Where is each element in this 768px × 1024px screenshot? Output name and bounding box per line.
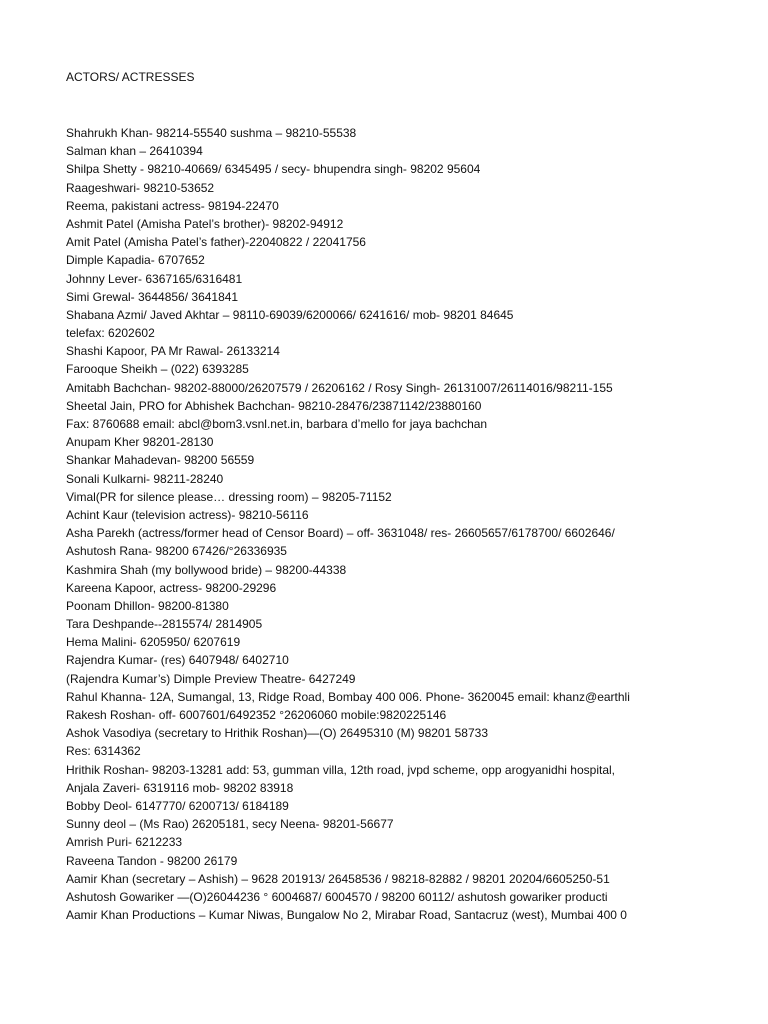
contact-line: Bobby Deol- 6147770/ 6200713/ 6184189: [66, 798, 289, 813]
contact-line: Ashutosh Rana- 98200 67426/°26336935: [66, 544, 287, 559]
contact-line: Vimal(PR for silence please… dressing room) – 98205-71152: [66, 489, 392, 504]
contact-line: Poonam Dhillon- 98200-81380: [66, 598, 229, 613]
contact-line: Sunny deol – (Ms Rao) 26205181, secy Neena- 98201-56677: [66, 817, 394, 832]
contact-line: Johnny Lever- 6367165/6316481: [66, 271, 243, 286]
contact-line: Rajendra Kumar- (res) 6407948/ 6402710: [66, 653, 289, 668]
contact-line: Raageshwari- 98210-53652: [66, 180, 215, 195]
contact-line: Amrish Puri- 6212233: [66, 835, 183, 850]
contact-line: Hrithik Roshan- 98203-13281 add: 53, gumman villa, 12th road, jvpd scheme, opp arogyanidhi hospital,: [66, 762, 615, 777]
contact-line: Anupam Kher 98201-28130: [66, 435, 214, 450]
contact-line: Salman khan – 26410394: [66, 144, 203, 159]
contact-line: Shabana Azmi/ Javed Akhtar – 98110-69039/6200066/ 6241616/ mob- 98201 84645: [66, 307, 514, 322]
contact-line: Raveena Tandon - 98200 26179: [66, 853, 238, 868]
contact-line: Sheetal Jain, PRO for Abhishek Bachchan- 98210-28476/23871142/23880160: [66, 398, 482, 413]
contact-line: Ashmit Patel (Amisha Patel’s brother)- 98202-94912: [66, 216, 344, 231]
contact-line: Tara Deshpande--2815574/ 2814905: [66, 617, 263, 632]
contact-line: Res: 6314362: [66, 744, 141, 759]
contact-line: Aamir Khan (secretary – Ashish) – 9628 201913/ 26458536 / 98218-82882 / 98201 20204/6605250-51: [66, 871, 610, 886]
contact-line: (Rajendra Kumar’s) Dimple Preview Theatre- 6427249: [66, 671, 356, 686]
contact-line: Farooque Sheikh – (022) 6393285: [66, 362, 249, 377]
contact-line: Shilpa Shetty - 98210-40669/ 6345495 / secy- bhupendra singh- 98202 95604: [66, 162, 481, 177]
contact-line: Ashutosh Gowariker —(O)26044236 ° 6004687/ 6004570 / 98200 60112/ ashutosh gowariker producti: [66, 889, 608, 904]
contact-line: Dimple Kapadia- 6707652: [66, 253, 205, 268]
contact-line: telefax: 6202602: [66, 326, 155, 341]
contact-line: Aamir Khan Productions – Kumar Niwas, Bungalow No 2, Mirabar Road, Santacruz (west), Mumbai 400 0: [66, 908, 627, 923]
contact-line: Fax: 8760688 email: abcl@bom3.vsnl.net.in, barbara d’mello for jaya bachchan: [66, 417, 488, 431]
contact-line: Achint Kaur (television actress)- 98210-56116: [66, 507, 309, 522]
contact-line: Kashmira Shah (my bollywood bride) – 98200-44338: [66, 562, 347, 577]
contact-line: Kareena Kapoor, actress- 98200-29296: [66, 580, 277, 595]
contact-line: Rahul Khanna- 12A, Sumangal, 13, Ridge Road, Bombay 400 006. Phone- 3620045 email: khanz@earthli: [66, 689, 630, 704]
contact-line: Simi Grewal- 3644856/ 3641841: [66, 289, 239, 304]
document-heading: ACTORS/ ACTRESSES: [66, 70, 195, 84]
contact-line: Hema Malini- 6205950/ 6207619: [66, 635, 241, 650]
contact-line: Shashi Kapoor, PA Mr Rawal- 26133214: [66, 344, 280, 359]
contact-line: Shankar Mahadevan- 98200 56559: [66, 453, 255, 468]
contact-line: Asha Parekh (actress/former head of Censor Board) – off- 3631048/ res- 26605657/6178700/ 6602646/: [66, 526, 615, 541]
contact-line: Sonali Kulkarni- 98211-28240: [66, 471, 224, 486]
contact-line: Amit Patel (Amisha Patel’s father)-22040822 / 22041756: [66, 235, 366, 250]
contact-list: [66, 124, 648, 924]
contact-line: Rakesh Roshan- off- 6007601/6492352 °26206060 mobile:9820225146: [66, 708, 447, 722]
contact-line: Anjala Zaveri- 6319116 mob- 98202 83918: [66, 780, 294, 795]
contact-line: Ashok Vasodiya (secretary to Hrithik Roshan)—(O) 26495310 (M) 98201 58733: [66, 726, 488, 741]
contact-line: Shahrukh Khan- 98214-55540 sushma – 98210-55538: [66, 126, 357, 140]
contact-line: Reema, pakistani actress- 98194-22470: [66, 198, 279, 213]
contact-line: Amitabh Bachchan- 98202-88000/26207579 / 26206162 / Rosy Singh- 26131007/26114016/98211-155: [66, 380, 613, 395]
